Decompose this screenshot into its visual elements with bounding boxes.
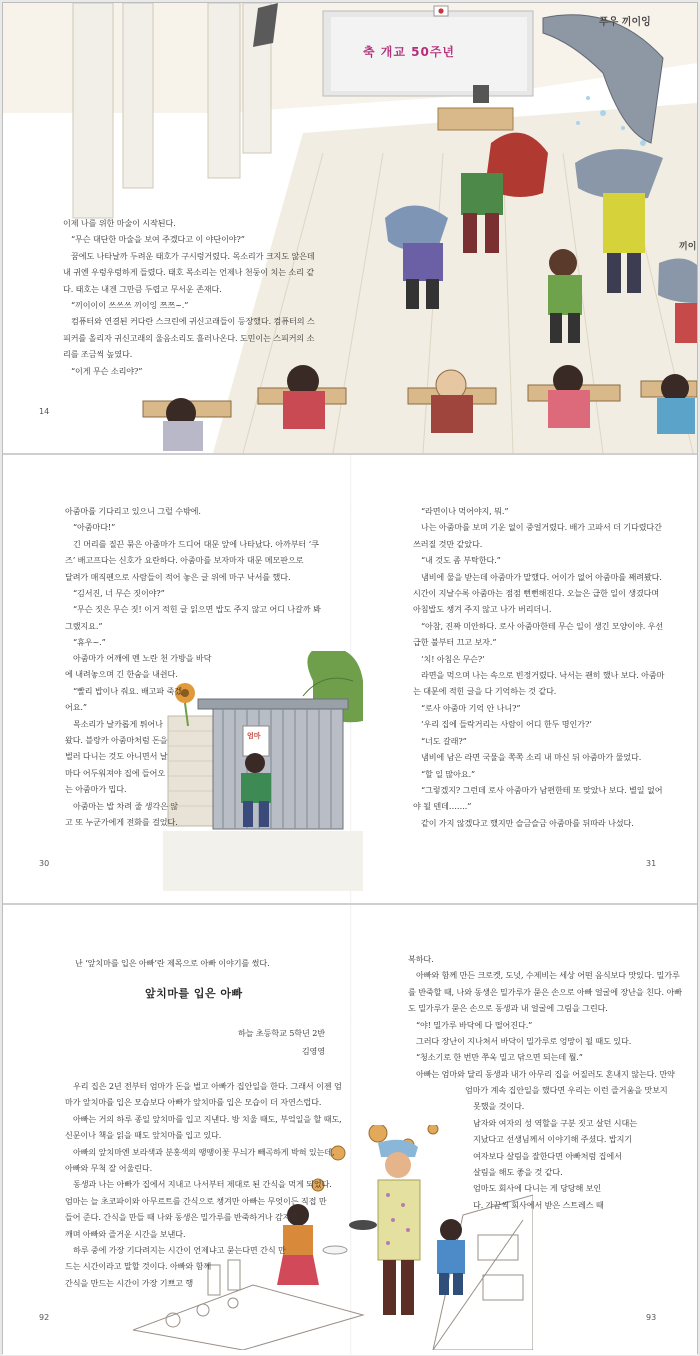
text-line: 어요.” — [65, 702, 87, 713]
text-line: 피커를 올리자 귀신고래의 울음소리도 흘러나온다. 도민이는 스피커의 소 — [63, 332, 315, 343]
text-line: 살림을 해도 좋을 것 같다. — [473, 1167, 563, 1178]
banner-text: 축 개교 50주년 — [363, 45, 456, 59]
text-line: 도 밀가루가 묻은 손으로 동생과 내 얼굴에 그림을 그린다. — [408, 1003, 608, 1014]
page-number-93: 93 — [646, 1313, 657, 1322]
text-line: 긴 머리를 질끈 묶은 아줌마가 드디어 대문 앞에 나타났다. 아까부터 ‘쿠 — [73, 538, 319, 549]
text-line: 엄마도 회사에 다니는 게 당당해 보인 — [473, 1183, 602, 1194]
text-line: 마가 앞치마를 입은 모습보다 아빠가 앞치마를 입은 모습이 더 자연스럽다. — [65, 1097, 322, 1108]
text-line: “아줌마다!” — [73, 522, 116, 533]
text-line: 아침밥도 챙겨 주지 않고 나가 버리더니. — [413, 604, 552, 615]
text-line: 냄비에 남은 라면 국물을 쪽쪽 소리 내 마신 뒤 아줌마가 물었다. — [421, 752, 642, 763]
spread-pages-30-31 — [3, 455, 697, 903]
text-line: 그랬지요.” — [65, 620, 103, 631]
text-line: 를 반죽할 때, 나와 동생은 밀가루가 묻은 손으로 아빠 얼굴에 장난을 친다. 아빠 — [408, 986, 682, 997]
text-line: 는 아줌마가 밉다. — [65, 784, 127, 795]
text-line: 드는 시간이라고 말할 것이다. 아빠와 함께 — [65, 1261, 212, 1272]
text-line: 급한 불부터 끄고 보자.” — [413, 637, 497, 648]
text-line: ‘우리 집에 들락거리는 사람이 어디 한두 명인가?’ — [421, 719, 592, 730]
text-line: “아참, 진짜 미안하다. 로사 아줌마한테 무슨 일이 생긴 모양이야. 우선 — [421, 620, 664, 631]
text-line: 지났다고 선생님께서 이야기해 주셨다. 밥지기 — [473, 1134, 633, 1145]
whale-speech: 푸우 끼이잉 — [599, 17, 651, 28]
text-line: “라면이나 먹어야지, 뭐.” — [421, 506, 509, 516]
book-preview-frame — [2, 2, 698, 1354]
text-line: “야! 밀가루 바닥에 다 떨어진다.” — [416, 1019, 533, 1030]
page-14-text — [63, 215, 315, 379]
text-line: 엄마가 계속 집안일을 했다면 우리는 이런 즐거움을 맛보지 — [465, 1085, 668, 1095]
page-92-intro: 난 ‘앞치마를 입은 아빠’란 제목으로 아빠 이야기를 썼다. — [75, 958, 270, 968]
text-line: 아빠와 함께 만든 크로켓, 도넛, 수제비는 세상 어떤 음식보다 맛있다. 밀가루 — [416, 970, 680, 981]
text-line: 복하다. — [408, 954, 434, 964]
text-line: 에 내려놓으며 긴 한숨을 내쉰다. — [65, 669, 178, 680]
text-line: 내 귀엔 우렁우렁하게 들렸다. 태호 목소리는 언제나 천둥이 치는 소리 같 — [63, 267, 315, 278]
text-line: 이제 나를 위한 마술이 시작된다. — [63, 218, 176, 228]
text-line: “로사 아줌마 기억 안 나니?” — [421, 702, 521, 713]
memo-sign: 엄마 — [247, 732, 261, 740]
text-line: “김서진, 너 무슨 짓이야?” — [73, 588, 165, 599]
byline-name: 김영영 — [301, 1046, 325, 1056]
text-line: “이게 무슨 소리야?” — [71, 365, 143, 376]
text-line: 라면을 먹으며 나는 속으로 빈정거렸다. 낙서는 괜히 했나 보다. 아줌마 — [421, 670, 665, 681]
text-line: 여자보다 살림을 잘한다면 아빠처럼 집에서 — [473, 1150, 622, 1161]
page-31-text — [413, 503, 664, 831]
text-line: 우리 집은 2년 전부터 엄마가 돈을 벌고 아빠가 집안일을 한다. 그래서 이젠 엄 — [73, 1081, 342, 1091]
text-line: 리를 조금씩 높였다. — [63, 349, 133, 360]
text-line: “그렇겠지? 그런데 로사 아줌마가 남편한테 또 맞았나 보다. 별일 없어 — [421, 784, 663, 795]
poem-title: 앞치마를 입은 아빠 — [145, 987, 243, 1000]
byline-school: 하늘 초등학교 5학년 2반 — [238, 1028, 325, 1038]
text-line: 아줌마는 밥 차려 줄 생각은 않 — [73, 800, 178, 811]
text-line: 나는 아줌마를 보며 기운 없이 중얼거렸다. 배가 고파서 더 기다렸다간 — [421, 522, 662, 533]
spread-pages-92-93 — [3, 905, 697, 1355]
text-line: “무슨 대단한 마술을 보여 주겠다고 이 야단이야?” — [71, 234, 245, 245]
text-line: 왔다. 블랑카 아줌마처럼 돈을 — [65, 735, 168, 746]
text-line: 는 대문에 적힌 글을 다 기억하는 것 같다. — [413, 686, 557, 697]
text-line: 그러다 장난이 지나쳐서 바닥이 밀가루로 엉망이 될 때도 있다. — [416, 1036, 632, 1047]
text-line: 아빠는 엄마와 달리 동생과 내가 아무리 집을 어질러도 혼내지 않는다. 만약 — [416, 1068, 675, 1079]
text-line: “내 것도 좀 부탁한다.” — [421, 555, 501, 566]
spread-pages-14 — [3, 3, 697, 453]
text-line: 컴퓨터와 연결된 커다란 스크린에 귀신고래들이 등장했다. 컴퓨터의 스 — [71, 316, 315, 327]
page-30-text-top — [65, 503, 321, 651]
text-line: 시간이 지날수록 아줌마는 점점 뻔뻔해진다. 오늘은 급한 일이 생겼다며 — [413, 588, 660, 599]
page-number-31: 31 — [646, 859, 657, 868]
text-line: “청소기로 한 번만 쭈욱 밀고 닦으면 되는데 뭘.” — [416, 1052, 583, 1063]
text-line: 아줌마를 기다리고 있으니 그럴 수밖에. — [65, 506, 201, 516]
text-line: 고 또 누군가에게 전화를 걸었다. — [65, 817, 178, 828]
text-line: 신문이나 책을 읽을 때도 앞치마를 입고 있다. — [65, 1130, 222, 1141]
text-line: 다. 태호는 내겐 그만큼 두렵고 무서운 존재다. — [63, 283, 222, 294]
text-line: 달려가 매직펜으로 사람들이 적어 놓은 글 위에 마구 낙서를 했다. — [65, 571, 291, 582]
text-line: “무슨 짓은 무슨 짓! 이거 적힌 글 읽으면 밥도 주지 않고 어디 나갈까 봐 — [73, 604, 321, 615]
text-line: 남자와 여자의 성 역할을 구분 짓고 살던 시대는 — [473, 1117, 637, 1128]
text-line: 못했을 것이다. — [473, 1101, 525, 1112]
page-number-14: 14 — [39, 407, 50, 416]
page-92-text — [65, 1078, 342, 1291]
text-line: 같이 가지 않겠다고 했지만 슬금슬금 아줌마를 뒤따라 나섰다. — [421, 817, 634, 828]
text-line: ‘치! 아침은 무슨?’ — [421, 653, 485, 664]
text-line: 깨며 아빠와 즐거운 시간을 보낸다. — [65, 1228, 186, 1239]
page-93-text-top — [408, 951, 682, 1082]
text-line: 쓰러질 것만 같았다. — [413, 538, 483, 549]
side-speech: 끼이 — [679, 242, 697, 252]
text-line: 꿈에도 나타날까 두려운 태호가 구시렁거렸다. 목소리가 크지도 않은데 — [71, 250, 315, 261]
text-line: 엄마는 늘 초코파이와 아무르트를 간식으로 챙겨만 아빠는 무엇이든 직접 만 — [65, 1195, 327, 1206]
text-line: 아빠의 앞치마엔 보라색과 분홍색의 땡땡이꽃 무늬가 빼곡하게 박혀 있는데, — [73, 1146, 335, 1157]
text-line: 마다 어두워져야 집에 들어오 — [65, 767, 166, 778]
text-line: 하루 중에 가장 기다려지는 시간이 언제냐고 묻는다면 간식 만 — [73, 1245, 286, 1256]
text-line: “휴우~.” — [73, 637, 106, 648]
text-line: 간식을 만드는 시간이 가장 기쁘고 행 — [65, 1277, 194, 1288]
text-line: 들어 준다. 간식을 만들 때 나와 동생은 밀가루를 반죽하거나 감자를 으 — [65, 1212, 309, 1223]
text-line: 냄비에 물을 받는데 아줌마가 말했다. 어이가 없어 아줌마를 째려봤다. — [421, 571, 662, 582]
page-30-text-bottom — [65, 650, 211, 830]
text-line: 벌러 다니는 것도 아니면서 날 — [65, 751, 168, 762]
text-line: 동생과 나는 아빠가 집에서 지내고 나서부터 제대로 된 간식을 먹게 되었다. — [73, 1179, 332, 1190]
page-number-30: 30 — [39, 859, 50, 868]
text-line: 아빠는 거의 하루 종일 앞치마를 입고 지낸다. 방 치울 때도, 부엌일을 할 때도, — [73, 1113, 342, 1124]
text-line: 야 될 텐데…….” — [413, 801, 472, 812]
text-line: “빨리 밥이나 줘요. 배고파 죽겠 — [73, 685, 183, 696]
text-line: 아빠와 무척 잘 어울린다. — [65, 1163, 153, 1174]
text-line: “할 일 많아요.” — [421, 768, 476, 779]
text-line: “너도 갈래?” — [421, 735, 467, 746]
page-number-92: 92 — [39, 1313, 50, 1322]
text-line: 즈’ 배고프다는 신호가 요란하다. 아줌마를 보자마자 대문 메모판으로 — [65, 555, 304, 566]
text-line: “끼이이이 쓰쓰쓰 끼이잉 쯔쯔~.” — [71, 300, 189, 311]
page-93-text-bottom — [465, 1082, 668, 1213]
text-line: 목소리가 날카롭게 튀어나 — [73, 718, 163, 729]
text-line: 다. 가끔씩 회사에서 받은 스트레스 때 — [473, 1199, 604, 1210]
text-line: 아줌마가 어깨에 멘 노란 천 가방을 바닥 — [73, 653, 212, 663]
